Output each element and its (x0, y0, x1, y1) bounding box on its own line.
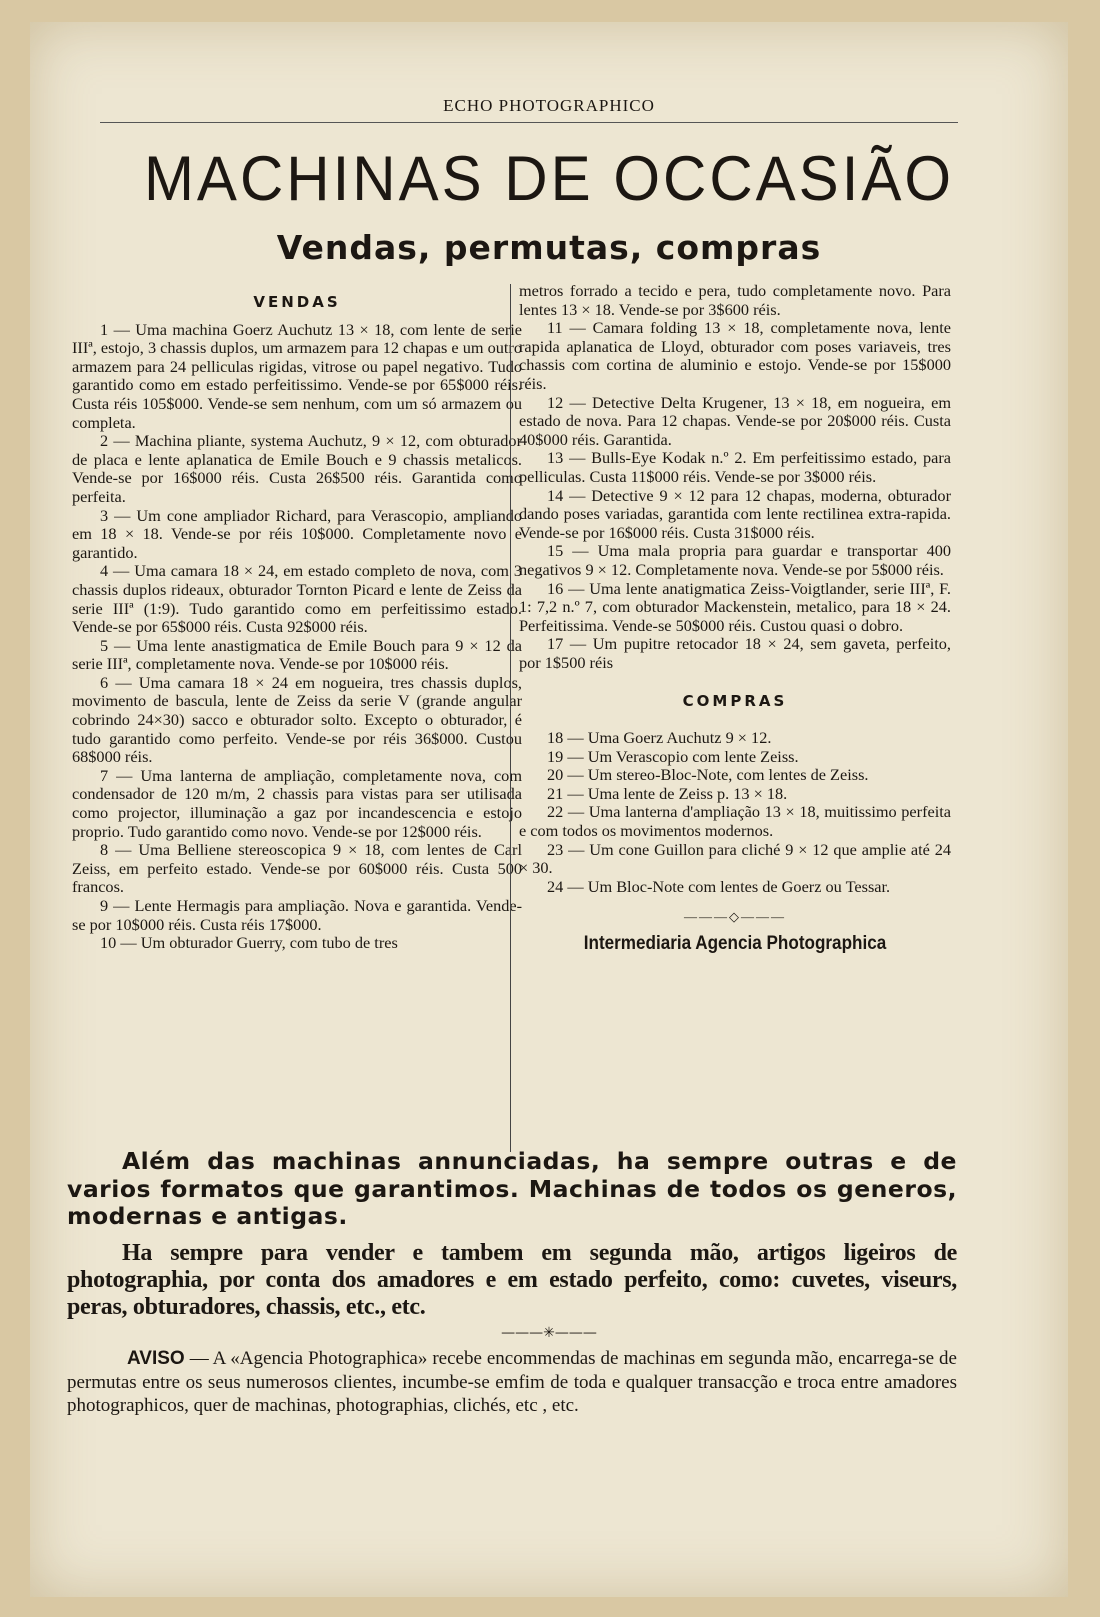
vendas-item-8: 8 — Uma Belliene stereoscopica 9 × 18, com lentes de Carl Zeiss, em perfeito estado. Vende-se por 60$000 réis. Custa 500 francos. (72, 840, 522, 897)
vendas-item-6: 6 — Uma camara 18 × 24 em nogueira, tres chassis duplos, movimento de bascula, lente de Zeiss da serie V (grande angular cobrindo 24×30) sacco e obturador solto. Excepto o obturador, é tudo garantido como perfeito. Vende-se por réis 36$000. Custou 68$000 réis. (72, 672, 522, 767)
running-head: ECHO PHOTOGRAPHICO (443, 96, 655, 115)
vendas-item-9: 9 — Lente Hermagis para ampliação. Nova e garantida. Vende-se por 10$000 réis. Custa réis 17$000. (72, 896, 522, 934)
vendas-item-15: 15 — Uma mala propria para guardar e transportar 400 negativos 9 × 12. Completamente nova. Vende-se por 5$000 réis. (519, 541, 951, 579)
vendas-item-4: 4 — Uma camara 18 × 24, em estado completo de nova, com 3 chassis duplos rideaux, obturador Tornton Picard e lente de Zeiss da serie IIIª (1:9). Tudo garantido como em perfeitissimo estado. Vende-se por 65$000 réis. Custa 92$000 réis. (72, 561, 522, 637)
vendas-item-11: 11 — Camara folding 13 × 18, completamente nova, lente rapida aplanatica de Lloyd, obturador com poses variaveis, tres chassis com cortina de aluminio e estojo. Vende-se por 15$000 réis. (519, 318, 951, 393)
compras-item-20: 20 — Um stereo-Bloc-Note, com lentes de Zeiss. (547, 765, 869, 785)
vendas-item-1: 1 — Uma machina Goerz Auchutz 13 × 18, com lente de serie IIIª, estojo, 3 chassis duplos, um armazem para 12 chapas e um outro armazem para 24 pelliculas rigidas, vitrose ou papel negativo. Tudo garantido como em estado perfeitissimo. Vende-se por 65$000 réis. Custa réis 105$000. Vende-se sem nenhum, com um só armazem ou completa. (72, 319, 522, 432)
aviso-paragraph (67, 1347, 957, 1418)
aviso-label: AVISO (127, 1348, 185, 1369)
page-title: MACHINAS DE OCCASIÃO (143, 143, 955, 214)
vendas-item-7: 7 — Uma lanterna de ampliação, completamente nova, com condensador de 120 m/m, 2 chassis para vistas para ser utilisada como projector, illuminação a gaz por incandescencia e estojo proprio. Tudo garantido como novo. Vende-se por 12$000 réis. (72, 765, 522, 841)
compras-item-23: 23 — Um cone Guillon para cliché 9 × 12 que amplie até 24 × 30. (519, 839, 951, 878)
vendas-right-column (519, 282, 951, 954)
vendas-item-2: 2 — Machina pliante, systema Auchutz, 9 × 12, com obturador de placa e lente aplanatica de Emile Bouch e 9 chassis metalicos. Vende-se por 16$000 réis. Custa 26$500 réis. Garantida como perfeita. (72, 431, 522, 506)
page-subtitle: Vendas, permutas, compras (276, 228, 822, 267)
vendas-item-14: 14 — Detective 9 × 12 para 12 chapas, moderna, obturador dando poses variadas, garantida com lente rectilinea extra-rapida. Vende-se por 16$000 réis. Custa 31$000 réis. (519, 485, 951, 542)
compras-item-22: 22 — Uma lanterna d'ampliação 13 × 18, muitissimo perfeita e com todos os movimentos modernos. (519, 802, 951, 841)
vendas-item-10: 10 — Um obturador Guerry, com tubo de tres (100, 933, 398, 953)
vendas-heading: VENDAS (253, 293, 341, 311)
magazine-page (30, 22, 1068, 1597)
machines-notice: Além das machinas annunciadas, ha sempre outras e de varios formatos que garantimos. Machinas de todos os generos, modernas e antigas. (67, 1147, 957, 1230)
extra-items-notice: Ha sempre para vender e tambem em segunda mão, artigos ligeiros de photographia, por conta dos amadores e em estado perfeito, como: cuvetes, viseurs, peras, obturadores, chassis, etc., etc. (67, 1240, 957, 1320)
vendas-item-5: 5 — Uma lente anastigmatica de Emile Bouch para 9 × 12 da serie IIIª, completamente nova. Vende-se por 10$000 réis. (72, 635, 522, 674)
vendas-item-12: 12 — Detective Delta Krugener, 13 × 18, em nogueira, em estado de nova. Para 12 chapas. Vende-se por 20$000 réis. Custa 40$000 réis. Garantida. (519, 392, 951, 449)
ornament-divider: ———◇——— (684, 909, 786, 925)
vendas-item-13: 13 — Bulls-Eye Kodak n.º 2. Em perfeitissimo estado, para pelliculas. Custa 11$000 réis. Vende-se por 3$000 réis. (519, 448, 951, 486)
vendas-item-10-continuation: metros forrado a tecido e pera, tudo completamente novo. Para lentes 13 × 18. Vende-se por 3$600 réis. (519, 281, 951, 319)
compras-item-19: 19 — Um Verascopio com lente Zeiss. (547, 746, 799, 766)
column-divider (510, 284, 511, 1152)
vendas-left-column (72, 293, 522, 953)
compras-item-18: 18 — Uma Goerz Auchutz 9 × 12. (547, 728, 772, 748)
compras-item-21: 21 — Uma lente de Zeiss p. 13 × 18. (547, 783, 788, 803)
agency-name: Intermediaria Agencia Photographica (583, 933, 887, 954)
aviso-text: — A «Agencia Photographica» recebe encommendas de machinas em segunda mão, encarrega-se de permutas entre os seus numerosos clientes, incumbe-se emfim de toda e qualquer transacção e troca entre amadores photographicos, quer de machinas, photographias, clichés, etc , etc. (67, 1348, 957, 1416)
vendas-item-16: 16 — Uma lente anatigmatica Zeiss-Voigtlander, serie IIIª, F. 1: 7,2 n.º 7, com obturador Mackenstein, metalico, para 18 × 24. Perfeitissima. Vende-se 50$000 réis. Custou quasi o dobro. (519, 578, 951, 635)
header-rule (100, 122, 958, 123)
compras-heading: COMPRAS (682, 692, 788, 711)
vendas-item-3: 3 — Um cone ampliador Richard, para Verascopio, ampliando em 18 × 18. Vende-se por réis 10$000. Completamente novo e garantido. (72, 505, 522, 562)
star-divider: ———✳——— (501, 1325, 597, 1341)
vendas-item-17: 17 — Um pupitre retocador 18 × 24, sem gaveta, perfeito, por 1$500 réis (519, 634, 951, 672)
compras-item-24: 24 — Um Bloc-Note com lentes de Goerz ou Tessar. (547, 876, 891, 896)
